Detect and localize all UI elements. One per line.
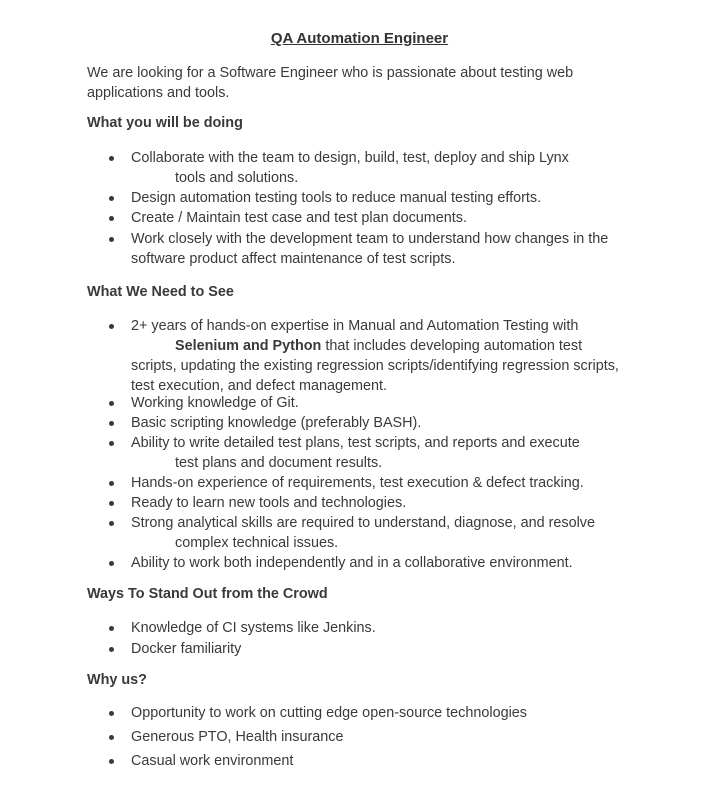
section-heading-why-us: Why us? (87, 672, 147, 688)
list-item-text: Collaborate with the team to design, build, test, deploy and ship Lynx (131, 150, 569, 166)
list-item (131, 208, 631, 228)
list-item (131, 703, 631, 723)
list-item-text: tools and solutions. (175, 170, 299, 186)
bullet-icon (109, 196, 114, 201)
list-item (131, 553, 631, 573)
list-item-text: 2+ years of hands-on expertise in Manual and Automation Testing with (131, 318, 579, 334)
intro-line: applications and tools. (87, 85, 230, 101)
list-item (131, 433, 631, 473)
list-item (131, 639, 631, 659)
bullet-icon (109, 647, 114, 652)
list-item-text: Strong analytical skills are required to understand, diagnose, and resolve (131, 515, 595, 531)
list-item (131, 316, 631, 396)
list-item (131, 413, 631, 433)
list-item-text: test execution, and defect management. (131, 378, 387, 394)
bullet-icon (109, 156, 114, 161)
bullet-icon (109, 759, 114, 764)
section-heading-need: What We Need to See (87, 284, 234, 300)
highlight-text: Selenium and Python (175, 338, 322, 354)
intro-line: We are looking for a Software Engineer who is passionate about testing web (87, 65, 574, 81)
list-item-text: Basic scripting knowledge (preferably BASH). (131, 415, 422, 431)
bullet-icon (109, 735, 114, 740)
list-item (131, 618, 631, 638)
list-item-text: Working knowledge of Git. (131, 395, 299, 411)
list-item (131, 393, 631, 413)
list-item-text (131, 336, 631, 356)
bullet-icon (109, 441, 114, 446)
bullet-icon (109, 521, 114, 526)
list-item (131, 513, 631, 553)
bullet-icon (109, 711, 114, 716)
list-item (131, 727, 631, 747)
list-item-text: test plans and document results. (175, 455, 383, 471)
list-item-text: Ability to write detailed test plans, test scripts, and reports and execute (131, 435, 580, 451)
list-item-text: Docker familiarity (131, 641, 242, 657)
bullet-icon (109, 401, 114, 406)
bullet-icon (109, 626, 114, 631)
intro-paragraph (87, 63, 647, 103)
list-item-text: Opportunity to work on cutting edge open-source technologies (131, 705, 527, 721)
list-item (131, 493, 631, 513)
bullet-icon (109, 421, 114, 426)
list-item-text: software product affect maintenance of test scripts. (131, 251, 456, 267)
list-item-text: that includes developing automation test (321, 338, 583, 354)
list-item-text: Design automation testing tools to reduce manual testing efforts. (131, 190, 542, 206)
list-item-text: Casual work environment (131, 753, 294, 769)
list-item-text: Ability to work both independently and in a collaborative environment. (131, 555, 573, 571)
bullet-icon (109, 324, 114, 329)
bullet-icon (109, 216, 114, 221)
list-item (131, 148, 631, 188)
list-item-text: Create / Maintain test case and test plan documents. (131, 210, 467, 226)
bullet-icon (109, 237, 114, 242)
list-item (131, 188, 631, 208)
list-item-text: Hands-on experience of requirements, test execution & defect tracking. (131, 475, 584, 491)
document-title: QA Automation Engineer (270, 30, 449, 47)
list-item-text: Knowledge of CI systems like Jenkins. (131, 620, 376, 636)
list-item (131, 473, 631, 493)
list-item-text: Ready to learn new tools and technologies. (131, 495, 407, 511)
section-heading-stand-out: Ways To Stand Out from the Crowd (87, 586, 328, 602)
list-item-text: Generous PTO, Health insurance (131, 729, 344, 745)
bullet-icon (109, 561, 114, 566)
section-heading-doing: What you will be doing (87, 115, 243, 131)
list-item-text: complex technical issues. (175, 535, 339, 551)
list-item (131, 751, 631, 771)
list-item-text: Work closely with the development team to understand how changes in the (131, 231, 609, 247)
list-item-text: scripts, updating the existing regression scripts/identifying regression scripts, (131, 358, 619, 374)
bullet-icon (109, 501, 114, 506)
bullet-icon (109, 481, 114, 486)
list-item (131, 229, 631, 269)
